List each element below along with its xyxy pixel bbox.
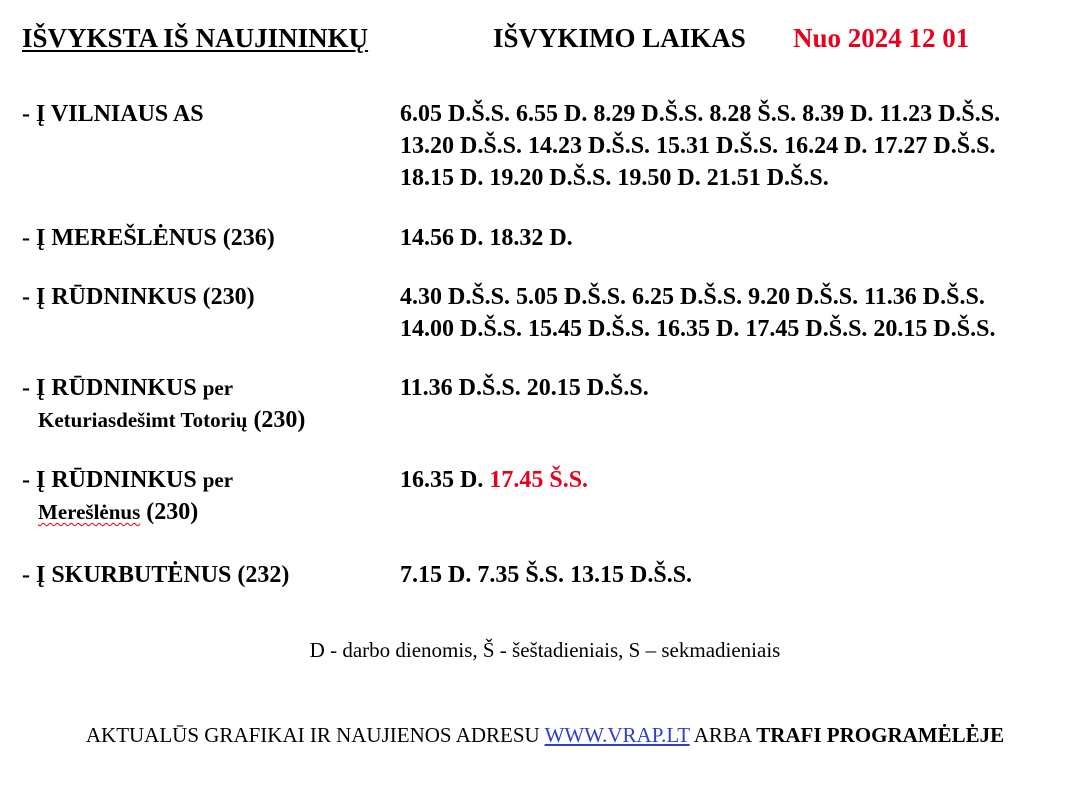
destination-name: - Į RŪDNINKUS [22,375,197,401]
footer-text-or: ARBA [693,723,751,747]
day-code-legend: D - darbo dienomis, Š - šeštadieniais, S – sekmadieniais [309,638,781,662]
via-stop: Merešlėnus [38,500,141,524]
route-destination: - Į VILNIAUS AS [22,101,204,127]
route-destination [22,464,233,528]
route-number: (230) [253,407,306,433]
departure-times [400,372,649,404]
times-line: 18.15 D. 19.20 D.Š.S. 19.50 D. 21.51 D.Š.S. [400,165,829,191]
departure-time-title: IŠVYKIMO LAIKAS [493,23,746,53]
route-destination: - Į MEREŠLĖNUS (236) [22,225,275,251]
route-number: (230) [146,499,199,525]
departure-stop-title: IŠVYKSTA IŠ NAUJININKŲ [22,23,369,53]
destination-line [22,464,233,496]
times-line: 14.56 D. 18.32 D. [400,225,573,251]
via-word: per [202,468,234,492]
departure-times [400,222,573,254]
valid-from-date: Nuo 2024 12 01 [793,23,970,53]
route-row-rudninkus-via-mereslenus [0,464,1073,564]
via-line [22,496,233,528]
route-destination [22,372,305,436]
destination-line [22,372,305,404]
departure-times [400,98,1000,194]
via-line [22,404,305,436]
route-destination: - Į RŪDNINKUS (230) [22,284,255,310]
via-word: per [202,376,234,400]
route-row-rudninkus-via-totoriu [0,372,1073,472]
departure-times [400,464,588,496]
route-destination: - Į SKURBUTĖNUS (232) [22,562,290,588]
times-highlighted: 17.45 Š.S. [489,467,589,493]
footer-text: AKTUALŪS GRAFIKAI IR NAUJIENOS ADRESU [85,723,540,747]
times-line: 6.05 D.Š.S. 6.55 D. 8.29 D.Š.S. 8.28 Š.S. 8.39 D. 11.23 D.Š.S. [400,101,1001,127]
times-line: 11.36 D.Š.S. 20.15 D.Š.S. [400,375,649,401]
destination-name: - Į RŪDNINKUS [22,467,197,493]
times-regular: 16.35 D. [400,467,484,493]
via-stop: Keturiasdešimt Totorių [38,408,248,432]
times-line: 14.00 D.Š.S. 15.45 D.Š.S. 16.35 D. 17.45 D.Š.S. 20.15 D.Š.S. [400,316,996,342]
departure-times [400,559,692,591]
times-line [400,464,588,496]
times-line: 13.20 D.Š.S. 14.23 D.Š.S. 15.31 D.Š.S. 16.24 D. 17.27 D.Š.S. [400,133,996,159]
footer-note [17,721,1073,749]
app-name: TRAFI PROGRAMĖLĖJE [756,723,1005,747]
times-line: 4.30 D.Š.S. 5.05 D.Š.S. 6.25 D.Š.S. 9.20 D.Š.S. 11.36 D.Š.S. [400,284,985,310]
times-line: 7.15 D. 7.35 Š.S. 13.15 D.Š.S. [400,562,693,588]
website-link[interactable]: WWW.VRAP.LT [544,723,690,747]
route-row-vilniaus-as [0,98,1073,198]
departure-times [400,281,995,345]
route-row-rudninkus [0,281,1073,381]
